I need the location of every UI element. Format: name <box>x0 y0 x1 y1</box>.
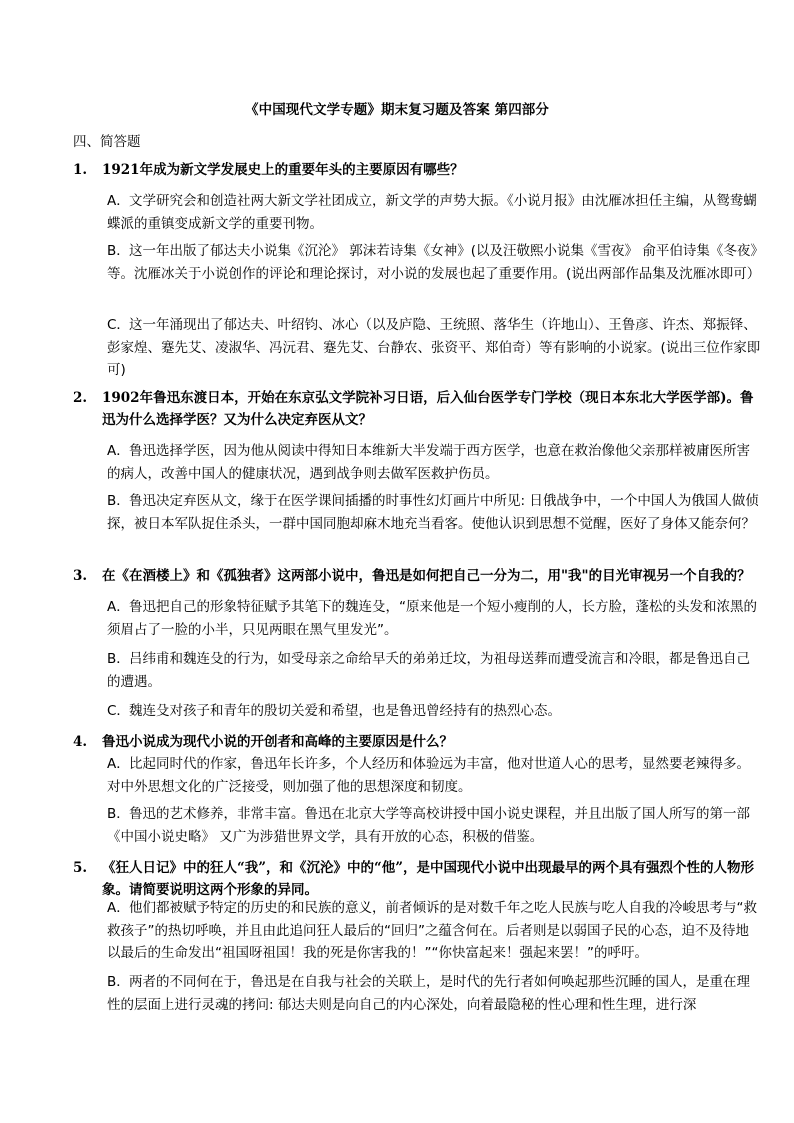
answer-label: A． <box>107 900 130 916</box>
answer-label: B． <box>107 651 130 667</box>
question-number: 3. <box>73 568 88 584</box>
question-number: 1. <box>73 162 88 178</box>
answer-text: 吕纬甫和魏连殳的行为，如受母亲之命给早夭的弟弟迁坟，为祖母送葬而遭受流言和冷眼，都是鲁迅自己的遭遇。 <box>107 651 750 690</box>
answer-2a <box>107 440 762 485</box>
question-2 <box>73 387 763 431</box>
answer-label: B． <box>107 243 130 259</box>
question-text: 《狂人日记》中的狂人“我”，和《沉沦》中的“他”，是中国现代小说中出现最早的两个具有强烈个性的人物形象。请简要说明这两个形象的异同。 <box>102 860 755 898</box>
answer-label: A． <box>107 193 130 209</box>
section-heading: 四、简答题 <box>73 134 141 150</box>
answer-1a <box>107 190 762 235</box>
question-4 <box>73 731 763 753</box>
question-number: 4. <box>73 734 88 750</box>
answer-label: A． <box>107 443 130 459</box>
answer-label: A． <box>107 599 130 615</box>
answer-label: B． <box>107 974 130 990</box>
answer-5b <box>107 971 762 1016</box>
answer-label: B． <box>107 493 130 509</box>
answer-label: C． <box>107 317 130 333</box>
answer-3c <box>107 700 762 723</box>
answer-text: 两者的不同何在于，鲁迅是在自我与社会的关联上，是时代的先行者如何唤起那些沉睡的国人，是重在理性的层面上进行灵魂的拷问: 郁达夫则是向自己的内心深处，向着最隐秘的性心理和性生理，进行深 <box>107 974 750 1013</box>
question-text: 1921年成为新文学发展史上的重要年头的主要原因有哪些？ <box>102 162 464 178</box>
answer-4b <box>107 803 762 848</box>
answer-3b <box>107 648 762 693</box>
answer-1b <box>107 240 762 285</box>
answer-1c <box>107 314 762 382</box>
answer-5a <box>107 897 762 965</box>
question-text: 鲁迅小说成为现代小说的开创者和高峰的主要原因是什么？ <box>102 734 453 750</box>
answer-text: 文学研究会和创造社两大新文学社团成立，新文学的声势大振。《小说月报》由沈雁冰担任主编，从鸳鸯蝴蝶派的重镇变成新文学的重要刊物。 <box>107 193 757 232</box>
answer-3a <box>107 596 762 641</box>
answer-text: 这一年出版了郁达夫小说集《沉沦》 郭沫若诗集《女神》(以及汪敬熙小说集《雪夜》 俞平伯诗集《冬夜》等。沈雁冰关于小说创作的评论和理论探讨，对小说的发展也起了重要作用。(说出两部作品集及沈雁冰即可） <box>107 243 761 282</box>
answer-text: 鲁迅决定弃医从文，缘于在医学课间插播的时事性幻灯画片中所见: 日俄战争中，一个中国人为俄国人做侦探，被日本军队捉住杀头，一群中国同胞却麻木地充当看客。使他认识到思想不觉醒，医好了身体又能奈何？ <box>107 493 759 532</box>
question-5 <box>73 857 763 901</box>
question-number: 5. <box>73 860 88 876</box>
answer-text: 这一年涌现出了郁达夫、叶绍钧、冰心（以及庐隐、王统照、落华生（许地山）、王鲁彦、许杰、郑振铎、彭家煌、蹇先艾、凌淑华、冯沅君、蹇先艾、台静农、张资平、郑伯奇）等有影响的小说家。(说出三位作家即可) <box>107 317 761 378</box>
answer-text: 鲁迅把自己的形象特征赋予其笔下的魏连殳，“原来他是一个短小瘦削的人，长方脸，蓬松的头发和浓黑的须眉占了一脸的小半，只见两眼在黑气里发光”。 <box>107 599 757 638</box>
question-3 <box>73 565 763 587</box>
question-1 <box>73 159 763 181</box>
answer-text: 鲁迅的艺术修养，非常丰富。鲁迅在北京大学等高校讲授中国小说史课程，并且出版了国人所写的第一部《中国小说史略》 又广为涉猎世界文学，具有开放的心态，积极的借鉴。 <box>107 806 750 845</box>
answer-label: C． <box>107 703 130 719</box>
answer-4a <box>107 753 762 798</box>
answer-label: B． <box>107 806 130 822</box>
answer-label: A． <box>107 756 130 772</box>
answer-2b <box>107 490 762 535</box>
question-number: 2. <box>73 390 88 406</box>
answer-text: 鲁迅选择学医，因为他从阅读中得知日本维新大半发端于西方医学，也意在救治像他父亲那样被庸医所害的病人，改善中国人的健康状况，遇到战争则去做军医救护伤员。 <box>107 443 750 482</box>
answer-text: 比起同时代的作家，鲁迅年长许多，个人经历和体验远为丰富，他对世道人心的思考，显然要老辣得多。对中外思想文化的广泛接受，则加强了他的思想深度和韧度。 <box>107 756 750 795</box>
document-title: 《中国现代文学专题》期末复习题及答案 第四部分 <box>245 102 549 118</box>
question-text: 1902年鲁迅东渡日本，开始在东京弘文学院补习日语，后入仙台医学专门学校（现日本东北大学医学部)。鲁迅为什么选择学医？又为什么决定弃医从文？ <box>102 390 754 428</box>
question-text: 在《在酒楼上》和《孤独者》这两部小说中，鲁迅是如何把自己一分为二，用"我"的目光审视另一个自我的？ <box>102 568 751 584</box>
answer-text: 他们都被赋予特定的历史的和民族的意义，前者倾诉的是对数千年之吃人民族与吃人自我的冷峻思考与“救救孩子”的热切呼唤，并且由此追问狂人最后的“回归”之蕴含何在。后者则是以弱国子民的心态，迫不及待地以最后的生命发出“祖国呀祖国！我的死是你害我的！”“你快富起来！强起来罢！”的呼吁。 <box>107 900 757 961</box>
answer-text: 魏连殳对孩子和青年的殷切关爱和希望，也是鲁迅曾经持有的热烈心态。 <box>129 703 561 719</box>
